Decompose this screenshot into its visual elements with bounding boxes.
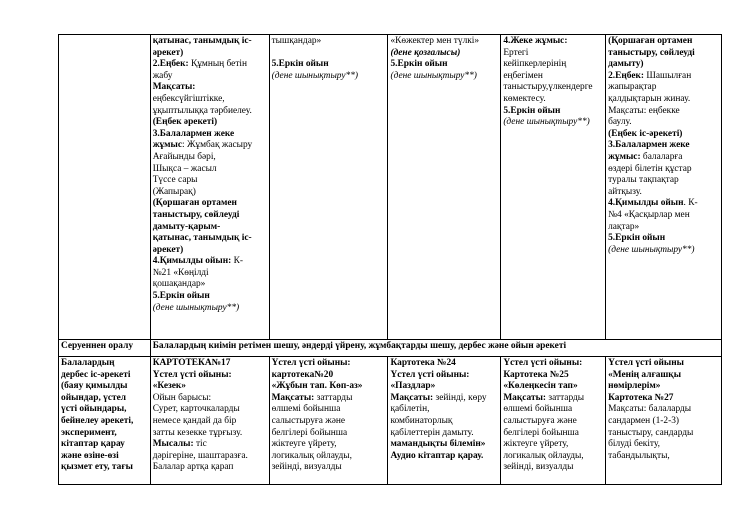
text-run: эксперимент, bbox=[61, 427, 117, 438]
text-line bbox=[608, 140, 719, 152]
text-line bbox=[390, 48, 498, 60]
text-run: бейнелеу әрекеті, bbox=[61, 415, 134, 426]
text-line bbox=[153, 117, 267, 129]
text-line bbox=[153, 303, 267, 315]
schedule-table bbox=[58, 34, 722, 485]
text-run-plain: К- bbox=[233, 256, 243, 267]
text-run: 2.Еңбек: bbox=[152, 59, 191, 70]
text-line bbox=[153, 36, 267, 48]
text-line bbox=[61, 370, 148, 382]
text-run: Үстел үсті ойыны bbox=[608, 358, 684, 368]
text-run: 5.Еркін ойын bbox=[503, 105, 561, 116]
text-run: (Жапырақ) bbox=[152, 186, 196, 197]
text-run: салыстыруға және bbox=[503, 415, 577, 426]
text-line bbox=[153, 370, 267, 382]
text-line bbox=[153, 175, 267, 187]
text-run: Мақсаты: bbox=[503, 392, 549, 403]
text-run: (дене шынықтыру**) bbox=[390, 70, 477, 81]
text-line bbox=[61, 439, 148, 451]
text-run: логикалық ойлауды, bbox=[503, 450, 584, 461]
text-run: Түссе сары bbox=[152, 175, 198, 186]
text-line bbox=[390, 59, 498, 71]
text-run: Мақсаты: bbox=[152, 82, 196, 93]
text-line bbox=[503, 117, 603, 129]
text-line bbox=[608, 381, 719, 393]
text-line bbox=[153, 439, 267, 451]
text-line bbox=[272, 439, 386, 451]
text-run: сандармен (1-2-3) bbox=[608, 415, 680, 426]
text-line bbox=[608, 48, 719, 60]
text-line bbox=[390, 358, 498, 370]
text-line bbox=[608, 428, 719, 440]
text-line bbox=[153, 71, 267, 83]
row3-col3-cell bbox=[388, 357, 501, 485]
text-run: Картотека №25 bbox=[503, 369, 569, 380]
text-line bbox=[61, 451, 148, 463]
text-run: нөмірлерім» bbox=[608, 381, 661, 392]
text-run: жұмыс bbox=[152, 140, 183, 151]
text-line bbox=[272, 358, 386, 370]
row3-col5-cell bbox=[606, 357, 722, 485]
text-run: «Паздлар» bbox=[390, 381, 436, 392]
text-run: үсті ойындары, bbox=[61, 404, 127, 415]
text-run: «Жұбын тап. Көп-аз» bbox=[271, 381, 363, 392]
text-run: (дене шынықтыру**) bbox=[608, 244, 695, 255]
text-line bbox=[272, 71, 386, 83]
text-line bbox=[608, 129, 719, 141]
text-run: 5.Еркін ойын bbox=[152, 291, 210, 302]
text-run: қошақандар» bbox=[152, 279, 206, 290]
text-run-plain: балаларға bbox=[642, 151, 683, 162]
text-line bbox=[608, 245, 719, 257]
text-run: Балалар артқа қарап bbox=[152, 462, 234, 473]
text-line bbox=[390, 416, 498, 428]
text-line bbox=[272, 48, 386, 60]
row3-col2-cell bbox=[269, 357, 388, 485]
text-line bbox=[153, 82, 267, 94]
text-run: қабілетін, bbox=[390, 404, 430, 415]
text-run: қатынас, танымдық іс- bbox=[152, 36, 252, 46]
text-run: Ойын барысы: bbox=[152, 392, 212, 403]
text-line bbox=[608, 175, 719, 187]
text-line bbox=[153, 106, 267, 118]
table-row bbox=[59, 340, 722, 357]
text-line bbox=[608, 82, 719, 94]
text-run: қатынас, танымдық іс- bbox=[152, 233, 252, 244]
text-run: еңбексүйгіштікке, bbox=[152, 93, 225, 104]
text-run: Мақсаты: bbox=[390, 392, 436, 403]
row1-col4-cell bbox=[501, 35, 606, 340]
text-run: Аудио кітаптар қарау. bbox=[390, 450, 484, 461]
row1-col1-cell bbox=[150, 35, 269, 340]
text-line bbox=[503, 48, 603, 60]
text-line bbox=[390, 370, 498, 382]
text-run: таныстыру, сөйлеуді bbox=[608, 47, 695, 58]
text-line bbox=[390, 439, 498, 451]
text-line bbox=[503, 393, 603, 405]
text-line bbox=[608, 198, 719, 210]
text-run: дамыту-қарым- bbox=[152, 221, 221, 232]
text-run: (дене шынықтыру**) bbox=[271, 70, 359, 81]
text-run: ойындар, үстел bbox=[61, 392, 127, 403]
text-line bbox=[608, 451, 719, 463]
text-run: Мақсаты: еңбекке bbox=[608, 105, 680, 116]
text-line bbox=[503, 36, 603, 48]
text-line bbox=[503, 428, 603, 440]
text-line bbox=[61, 381, 148, 393]
text-line bbox=[153, 48, 267, 60]
text-run-plain: Шашылған bbox=[646, 70, 692, 81]
text-line bbox=[503, 416, 603, 428]
text-line bbox=[608, 416, 719, 428]
text-line bbox=[153, 416, 267, 428]
text-run: ұқыптылыққа тәрбиелеу. bbox=[152, 105, 252, 116]
text-run-plain: заттарды bbox=[316, 392, 353, 403]
text-run: дәрігеріне, шаштаразға. bbox=[152, 450, 248, 461]
text-run: затты кезекке тұрғызу. bbox=[152, 427, 243, 438]
text-run: №4 «Қасқырлар мен bbox=[608, 209, 690, 220]
text-run: білуді бекіту, bbox=[608, 439, 660, 450]
text-line bbox=[503, 358, 603, 370]
text-line bbox=[272, 393, 386, 405]
text-line bbox=[503, 82, 603, 94]
text-run: белгілері бойынша bbox=[503, 427, 579, 438]
text-run: кітаптар қарау bbox=[61, 439, 125, 450]
text-run: әрекет) bbox=[152, 47, 184, 58]
text-line bbox=[153, 404, 267, 416]
text-run: көмектесу. bbox=[503, 93, 546, 104]
text-run: 4.Жеке жұмыс: bbox=[503, 36, 568, 46]
text-line bbox=[503, 439, 603, 451]
text-run: Ағайынды бәрі, bbox=[152, 151, 216, 162]
text-line bbox=[272, 416, 386, 428]
text-run: Шықса – жасыл bbox=[152, 163, 217, 174]
text-line bbox=[390, 393, 498, 405]
text-run-plain: Құмның бетін bbox=[190, 59, 248, 70]
text-line bbox=[61, 358, 148, 370]
text-line bbox=[153, 462, 267, 474]
text-run: Картотека №27 bbox=[608, 392, 674, 403]
text-line bbox=[272, 370, 386, 382]
text-line bbox=[608, 71, 719, 83]
text-run: жіктеуге үйрету, bbox=[503, 439, 569, 450]
text-line bbox=[153, 451, 267, 463]
text-line bbox=[153, 94, 267, 106]
text-line bbox=[61, 404, 148, 416]
text-run: Мақсаты: балаларды bbox=[608, 404, 692, 415]
text-run: немесе қандай да бір bbox=[152, 415, 237, 426]
text-run: баулу. bbox=[608, 117, 632, 128]
text-run-plain: . К- bbox=[683, 198, 698, 209]
row1-col2-cell bbox=[269, 35, 388, 340]
text-line bbox=[503, 106, 603, 118]
text-run: (дене шынықтыру**) bbox=[152, 302, 240, 313]
text-run: Үстел үсті ойыны: bbox=[271, 358, 351, 368]
text-run: «Көжектер мен түлкі» bbox=[390, 36, 480, 46]
text-run: Үстел үсті ойыны: bbox=[390, 369, 470, 380]
text-run: салыстыруға және bbox=[271, 415, 346, 426]
text-run: лақтар» bbox=[608, 221, 640, 232]
text-line bbox=[153, 381, 267, 393]
row1-col5-cell bbox=[606, 35, 722, 340]
text-line bbox=[272, 428, 386, 440]
text-line bbox=[272, 59, 386, 71]
text-line bbox=[608, 59, 719, 71]
text-line bbox=[153, 291, 267, 303]
text-line bbox=[608, 106, 719, 118]
text-run: қабілеттерін дамыту. bbox=[390, 427, 474, 438]
text-run: 5.Еркін ойын bbox=[390, 59, 448, 70]
text-run: әрекет) bbox=[152, 244, 184, 255]
text-line bbox=[272, 462, 386, 474]
text-line bbox=[608, 164, 719, 176]
text-line bbox=[608, 117, 719, 129]
text-line bbox=[61, 393, 148, 405]
text-run: КАРТОТЕКА№17 bbox=[152, 358, 231, 368]
text-run-plain: зейінді, көру bbox=[435, 392, 487, 403]
text-line bbox=[608, 210, 719, 222]
text-run: Сурет, карточкаларды bbox=[152, 404, 240, 415]
text-run: 3.Балалармен жеке bbox=[608, 140, 690, 151]
text-line bbox=[608, 94, 719, 106]
text-run: «Кезек» bbox=[152, 381, 186, 392]
text-run: өздері білетін құстар bbox=[608, 163, 692, 174]
text-line bbox=[608, 187, 719, 199]
text-run: жапырақтар bbox=[608, 82, 657, 93]
text-line bbox=[153, 59, 267, 71]
text-line bbox=[272, 381, 386, 393]
text-line bbox=[390, 71, 498, 83]
text-line bbox=[153, 187, 267, 199]
row1-col3-cell bbox=[388, 35, 501, 340]
text-run: тышқандар» bbox=[271, 36, 322, 46]
text-run: №21 «Көңілді bbox=[152, 267, 209, 278]
text-run: және өзіне-өзі bbox=[61, 450, 119, 461]
text-run: қызмет ету, тағы bbox=[61, 462, 133, 473]
text-run: 4.Қимылды ойын: bbox=[152, 256, 234, 267]
text-run: (дене қозғалысы) bbox=[390, 47, 461, 58]
text-line bbox=[153, 256, 267, 268]
text-run: (дене шынықтыру**) bbox=[503, 117, 590, 128]
row3-col1-cell bbox=[150, 357, 269, 485]
text-line bbox=[272, 451, 386, 463]
text-line bbox=[608, 36, 719, 48]
text-line bbox=[272, 36, 386, 48]
text-run: 5.Еркін ойын bbox=[271, 59, 329, 70]
text-run: (Қоршаған ортамен bbox=[608, 36, 693, 46]
row1-col0-cell bbox=[59, 35, 151, 340]
text-run: 2.Еңбек: bbox=[608, 70, 647, 81]
text-run: (Еңбек әрекеті) bbox=[152, 117, 218, 128]
text-run: өлшемі бойынша bbox=[503, 404, 573, 415]
text-run: (баяу қимылды bbox=[61, 381, 128, 392]
text-line bbox=[153, 358, 267, 370]
row3-col4-cell bbox=[501, 357, 606, 485]
text-line bbox=[153, 198, 267, 210]
text-run: қалдықтарын жинау. bbox=[608, 93, 691, 104]
text-line bbox=[503, 59, 603, 71]
text-line bbox=[503, 462, 603, 474]
text-run: өлшемі бойынша bbox=[271, 404, 341, 415]
row3-col0-cell bbox=[59, 357, 151, 485]
text-run: 5.Еркін ойын bbox=[608, 233, 666, 244]
text-line bbox=[153, 428, 267, 440]
text-line bbox=[608, 370, 719, 382]
text-run: Балалардың bbox=[61, 358, 115, 368]
text-line bbox=[61, 428, 148, 440]
text-run: таныстыру, сандарды bbox=[608, 427, 694, 438]
text-line bbox=[390, 451, 498, 463]
text-line bbox=[153, 268, 267, 280]
text-run: Үстел үсті ойыны: bbox=[503, 358, 583, 368]
text-run: жұмыс: bbox=[608, 151, 643, 162]
text-run: зейінді, визуалды bbox=[503, 462, 574, 473]
text-run: таныстыру,үлкендерге bbox=[503, 82, 593, 93]
text-line bbox=[153, 210, 267, 222]
text-run: 3.Балалармен жеке bbox=[152, 128, 235, 139]
text-run: дербес іс-әрекеті bbox=[61, 369, 131, 380]
text-run: кейіпкерлерінің bbox=[503, 59, 567, 70]
text-line bbox=[390, 428, 498, 440]
text-line bbox=[390, 36, 498, 48]
text-line bbox=[608, 404, 719, 416]
text-line bbox=[608, 233, 719, 245]
text-line bbox=[503, 94, 603, 106]
text-line bbox=[608, 393, 719, 405]
text-run: картотека№20 bbox=[271, 369, 334, 380]
text-line bbox=[153, 140, 267, 152]
text-run: Мақсаты: bbox=[271, 392, 317, 403]
text-line bbox=[153, 279, 267, 291]
text-line bbox=[503, 370, 603, 382]
text-run: Үстел үсті ойыны: bbox=[152, 369, 232, 380]
row2-text-cell: Балалардың киімін ретімен шешу, әндерді үйрену, жұмбақтарды шешу, дербес және ойын әрекеті bbox=[150, 340, 721, 357]
text-run-plain: : Жұмбақ жасыру bbox=[182, 140, 253, 151]
text-line bbox=[608, 152, 719, 164]
text-run: туралы тақпақтар bbox=[608, 175, 679, 186]
text-run: Мысалы: bbox=[152, 439, 196, 450]
text-run-plain: тіс bbox=[195, 439, 207, 450]
text-run: белгілері бойынша bbox=[271, 427, 348, 438]
text-run: зейінді, визуалды bbox=[271, 462, 342, 473]
text-line bbox=[61, 416, 148, 428]
text-run: «Менің алғашқы bbox=[608, 369, 682, 380]
text-run: (Еңбек іс-әрекеті) bbox=[608, 128, 683, 139]
text-line bbox=[153, 222, 267, 234]
text-line bbox=[503, 71, 603, 83]
text-line bbox=[390, 404, 498, 416]
text-line bbox=[153, 245, 267, 257]
text-line bbox=[608, 439, 719, 451]
text-line bbox=[153, 393, 267, 405]
text-run: логикалық ойлауды, bbox=[271, 450, 352, 461]
text-line bbox=[153, 164, 267, 176]
row2-label-cell: Серуеннен оралу bbox=[59, 340, 151, 357]
text-run: айтқызу. bbox=[608, 186, 642, 197]
text-line bbox=[272, 404, 386, 416]
text-run: комбинаторлық bbox=[390, 415, 453, 426]
text-run: жіктеуге үйрету, bbox=[271, 439, 337, 450]
text-run: табандылықты, bbox=[608, 450, 670, 461]
text-run: Ертегі bbox=[503, 47, 529, 58]
text-line bbox=[503, 381, 603, 393]
text-run: «Көлеңкесін тап» bbox=[503, 381, 578, 392]
text-line bbox=[61, 462, 148, 474]
text-line bbox=[390, 381, 498, 393]
text-line bbox=[503, 451, 603, 463]
text-run: (Қоршаған ортамен bbox=[152, 198, 237, 209]
text-run: 4.Қимылды ойын bbox=[608, 198, 684, 209]
text-line bbox=[153, 233, 267, 245]
text-run: Картотека №24 bbox=[390, 358, 456, 368]
text-run: жабу bbox=[152, 70, 173, 81]
table-row bbox=[59, 35, 722, 340]
text-run: еңбегімен bbox=[503, 70, 543, 81]
text-line bbox=[503, 404, 603, 416]
text-line bbox=[608, 358, 719, 370]
text-line bbox=[153, 152, 267, 164]
text-run: дамыту) bbox=[608, 59, 644, 70]
text-run: таныстыру, сөйлеуді bbox=[152, 209, 240, 220]
text-run: мамандықты білемін» bbox=[390, 439, 486, 450]
text-line bbox=[153, 129, 267, 141]
text-line bbox=[608, 222, 719, 234]
table-row bbox=[59, 357, 722, 485]
text-run-plain: заттарды bbox=[548, 392, 585, 403]
